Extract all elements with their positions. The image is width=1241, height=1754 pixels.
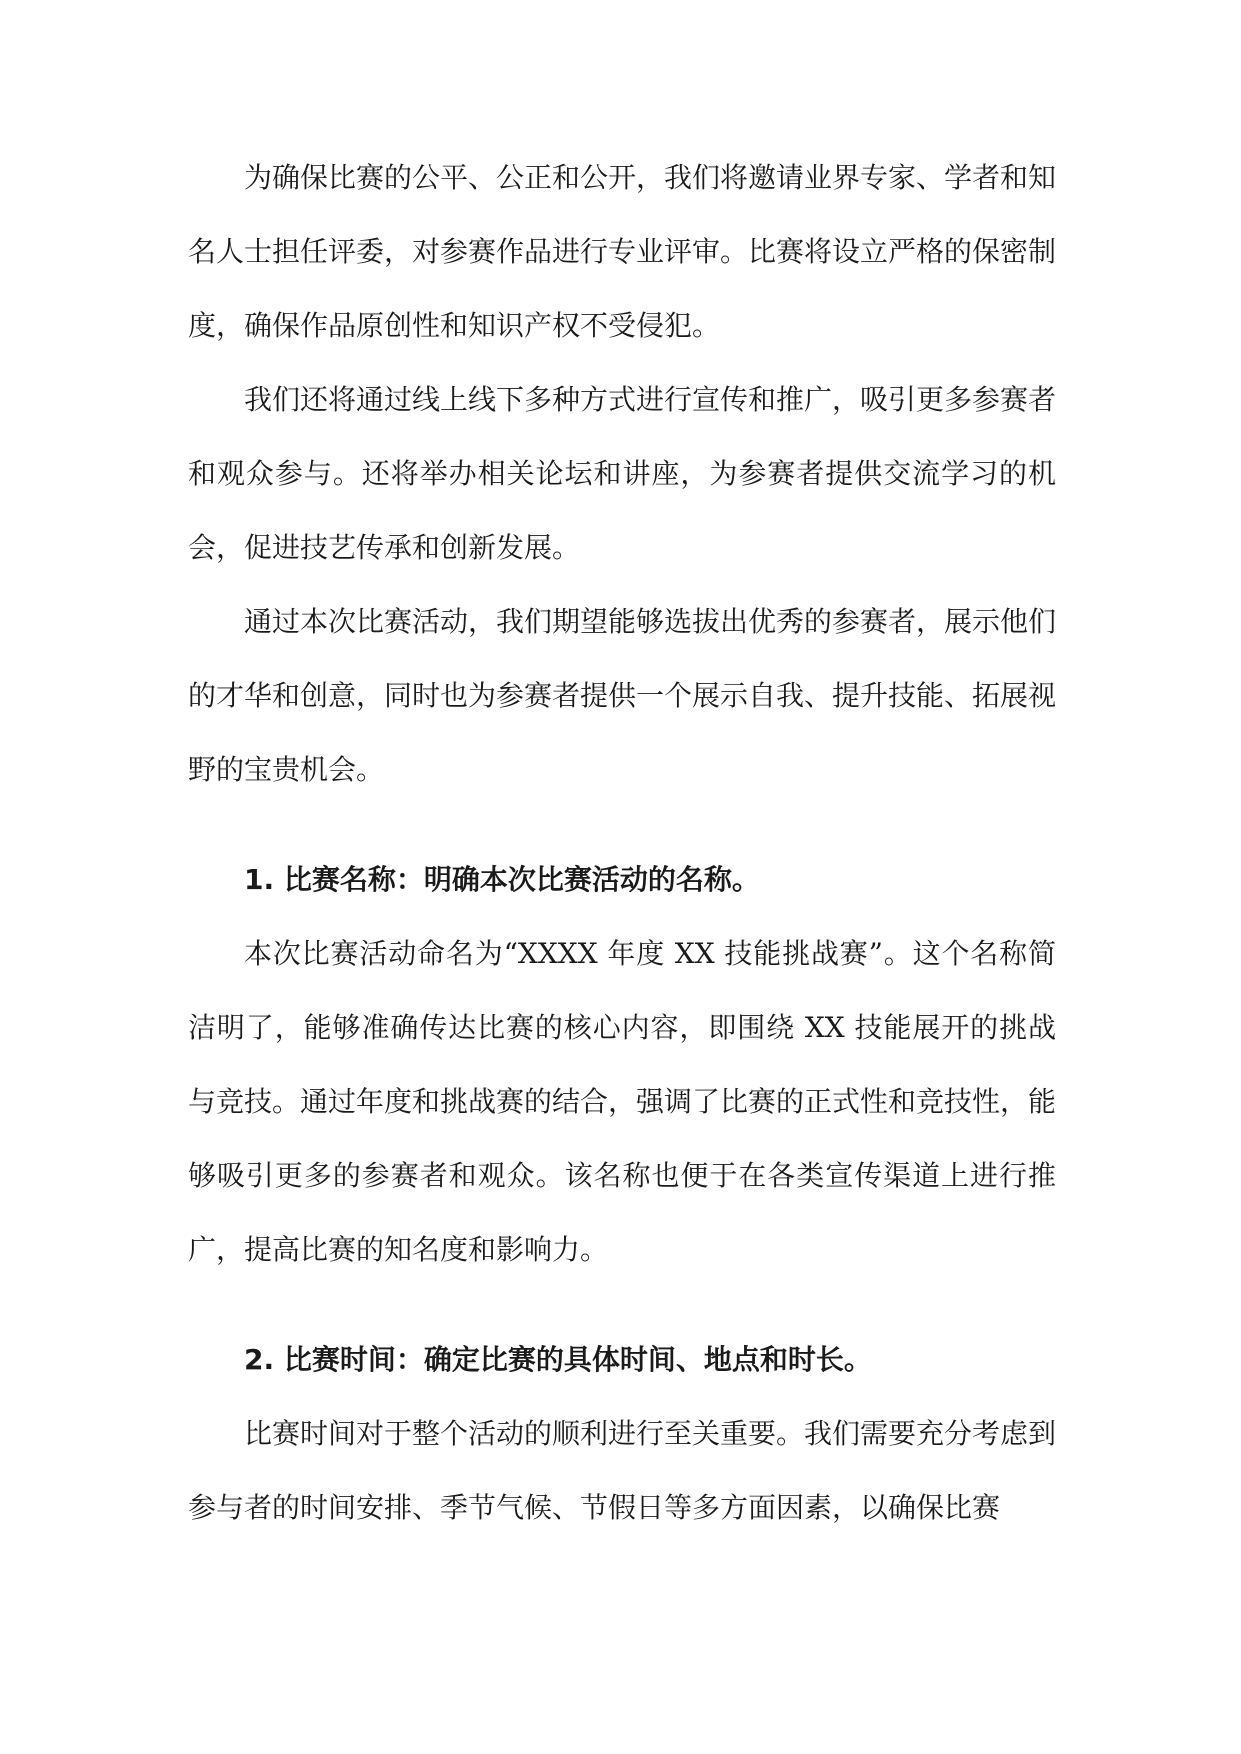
paragraph-competition-time: 比赛时间对于整个活动的顺利进行至关重要。我们需要充分考虑到参与者的时间安排、季节气候、节假日等多方面因素，以确保比赛: [188, 1417, 1057, 1524]
paragraph-competition-name: 本次比赛活动命名为“XXXX 年度 XX 技能挑战赛”。这个名称简洁明了，能够准确传达比赛的核心内容，即围绕 XX 技能展开的挑战与竞技。通过年度和挑战赛的结合，强调了比赛的正式性和竞技性，能够吸引更多的参赛者和观众。该名称也便于在各类宣传渠道上进行推广，提高比赛的知名度和影响力。: [188, 937, 1057, 1266]
section-heading-competition-time: 2. 比赛时间：确定比赛的具体时间、地点和时长。: [244, 1343, 872, 1376]
paragraph-fairness: 为确保比赛的公平、公正和公开，我们将邀请业界专家、学者和知名人士担任评委，对参赛作品进行专业评审。比赛将设立严格的保密制度，确保作品原创性和知识产权不受侵犯。: [188, 161, 1057, 342]
paragraph-goals: 通过本次比赛活动，我们期望能够选拔出优秀的参赛者，展示他们的才华和创意，同时也为参赛者提供一个展示自我、提升技能、拓展视野的宝贵机会。: [188, 605, 1057, 786]
section-heading-competition-name: 1. 比赛名称：明确本次比赛活动的名称。: [244, 863, 760, 896]
paragraph-promotion: 我们还将通过线上线下多种方式进行宣传和推广，吸引更多参赛者和观众参与。还将举办相关论坛和讲座，为参赛者提供交流学习的机会，促进技艺传承和创新发展。: [188, 383, 1057, 564]
document-body: [188, 141, 1056, 1545]
